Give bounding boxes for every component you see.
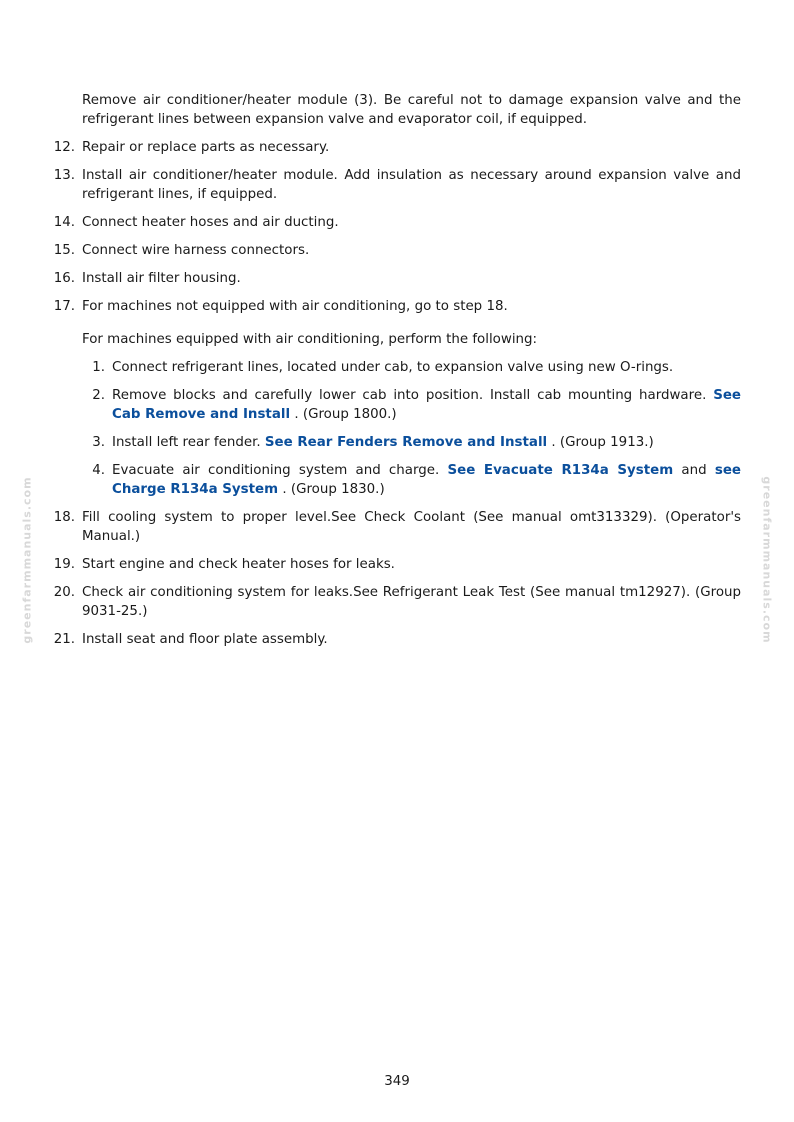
substep-text: Install left rear fender.	[112, 434, 261, 450]
substep-text: Connect refrigerant lines, located under cab, to expansion valve using new O-rings.	[112, 359, 674, 375]
substep-number: 4.	[92, 462, 105, 478]
link-evacuate-r134a-system[interactable]: See Evacuate R134a System	[447, 462, 674, 478]
step-text: Install air filter housing.	[82, 271, 241, 287]
link-charge-r134a-system[interactable]: see Charge R134a System	[112, 462, 741, 497]
step-14	[53, 213, 741, 232]
substep-number: 3.	[92, 434, 105, 450]
step-text: Start engine and check heater hoses for leaks.	[82, 556, 395, 572]
page-number: 349	[384, 1074, 410, 1089]
substep-number: 1.	[92, 359, 105, 375]
step-text: Connect wire harness connectors.	[82, 243, 310, 259]
step-number: 17.	[53, 299, 75, 315]
link-rear-fenders-remove-install[interactable]: See Rear Fenders Remove and Install	[264, 434, 548, 450]
step-number: 19.	[53, 556, 75, 572]
watermark-right-text: greenfarmmanuals.com	[760, 476, 774, 644]
step-21	[53, 630, 741, 649]
substep-3	[92, 433, 741, 452]
step-text: For machines not equipped with air conditioning, go to step 18.	[82, 299, 508, 315]
step-15	[53, 241, 741, 260]
step-11-continuation: Remove air conditioner/heater module (3). Be careful not to damage expansion valve and the refrigerant lines between expansion valve and evaporator coil, if equipped.	[82, 93, 741, 128]
substep-group: . (Group 1830.)	[282, 481, 385, 497]
step-number: 15.	[53, 243, 75, 259]
substep-text: Evacuate air conditioning system and charge.	[112, 462, 440, 478]
link-cab-remove-install[interactable]: See Cab Remove and Install	[112, 387, 741, 422]
substep-group: . (Group 1913.)	[551, 434, 654, 450]
step-number: 20.	[53, 584, 75, 600]
step-20	[53, 583, 741, 621]
step-17	[53, 297, 741, 316]
step-number: 21.	[53, 631, 75, 647]
substep-group: . (Group 1800.)	[294, 406, 397, 422]
step-19	[53, 555, 741, 574]
substep-1	[92, 358, 741, 377]
step-text: Fill cooling system to proper level.See Check Coolant (See manual omt313329). (Operator's Manual.)	[82, 509, 741, 544]
step-number: 18.	[53, 509, 75, 525]
step-number: 12.	[53, 140, 75, 156]
step-number: 13.	[53, 168, 75, 184]
step-text: Check air conditioning system for leaks.See Refrigerant Leak Test (See manual tm12927). (Group 9031-25.)	[82, 584, 741, 619]
step-16	[53, 269, 741, 288]
step-text: Connect heater hoses and air ducting.	[82, 215, 339, 231]
step-text: Repair or replace parts as necessary.	[82, 140, 330, 156]
step-13	[53, 166, 741, 204]
step-12	[53, 138, 741, 157]
page-content	[0, 78, 794, 658]
watermark-left-text: greenfarmmanuals.com	[20, 476, 34, 644]
step-18	[53, 508, 741, 546]
step-text: Install seat and floor plate assembly.	[82, 631, 328, 647]
substep-conjunction: and	[681, 462, 707, 478]
step-number: 16.	[53, 271, 75, 287]
substep-text: Remove blocks and carefully lower cab into position. Install cab mounting hardware.	[112, 387, 707, 403]
step-17-followup: For machines equipped with air conditioning, perform the following:	[82, 331, 538, 347]
substep-2	[92, 386, 741, 424]
step-text: Install air conditioner/heater module. Add insulation as necessary around expansion valve and refrigerant lines, if equipped.	[82, 168, 741, 203]
substep-number: 2.	[92, 387, 105, 403]
substep-4	[92, 461, 741, 499]
step-number: 14.	[53, 215, 75, 231]
